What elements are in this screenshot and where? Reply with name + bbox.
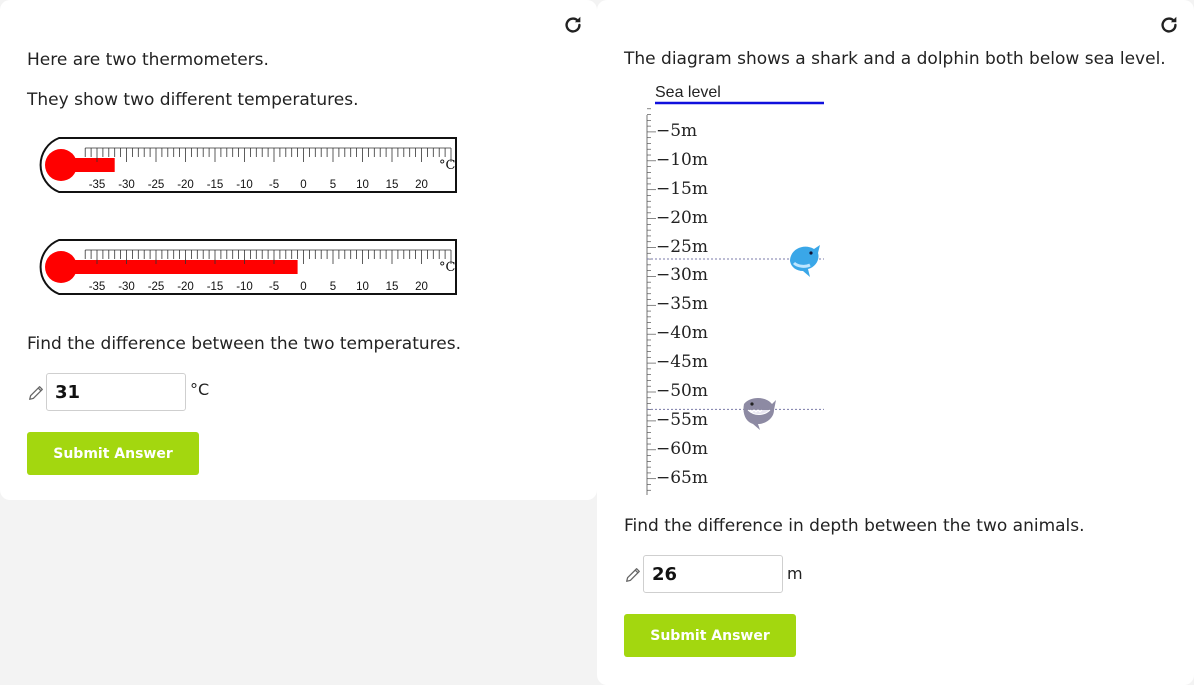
thermometer-scale-label: -5 bbox=[268, 281, 280, 293]
thermometer-scale-label: -10 bbox=[236, 179, 253, 191]
depth-label: −25m bbox=[656, 236, 708, 257]
refresh-icon[interactable] bbox=[1158, 14, 1180, 36]
answer-input[interactable] bbox=[643, 555, 783, 593]
thermometer-1 bbox=[26, 136, 458, 202]
thermometer-scale-label: -25 bbox=[147, 281, 165, 293]
intro-text-2: They show two different temperatures. bbox=[27, 90, 359, 110]
depth-label: −40m bbox=[656, 323, 708, 344]
question-text: Find the difference between the two temperatures. bbox=[27, 334, 461, 354]
pencil-icon bbox=[624, 566, 642, 584]
thermometer-scale-label: -15 bbox=[206, 281, 224, 293]
thermometer-scale-label: -30 bbox=[118, 179, 135, 191]
depth-label: −20m bbox=[656, 207, 708, 228]
thermometer-scale-label: -30 bbox=[118, 281, 135, 293]
depth-label: −15m bbox=[656, 178, 708, 199]
depth-label: −35m bbox=[656, 294, 708, 315]
depth-label: −55m bbox=[656, 409, 708, 430]
question-text: Find the difference in depth between the two animals. bbox=[624, 516, 1085, 536]
depth-label: −10m bbox=[656, 149, 708, 170]
thermometer-scale-label: -10 bbox=[236, 281, 253, 293]
answer-unit: m bbox=[787, 564, 803, 583]
thermometer-scale-label: 10 bbox=[356, 179, 369, 191]
thermometer-mercury bbox=[72, 158, 115, 172]
answer-unit: °C bbox=[190, 380, 210, 399]
depth-diagram bbox=[641, 80, 841, 495]
thermometer-scale-label: -25 bbox=[147, 179, 165, 191]
thermometer-mercury bbox=[72, 260, 298, 274]
thermometer-scale-label: 20 bbox=[415, 281, 428, 293]
thermometer-scale-label: -20 bbox=[177, 179, 194, 191]
thermometer-scale-label: 15 bbox=[385, 281, 399, 293]
thermometer-unit-label: °C bbox=[439, 260, 456, 275]
thermometer-unit-label: °C bbox=[439, 158, 456, 173]
thermometer-scale-label: 15 bbox=[385, 179, 399, 191]
thermometer-scale-label: -5 bbox=[268, 179, 280, 191]
thermometer-scale-label: -15 bbox=[206, 179, 224, 191]
intro-text: Here are two thermometers. bbox=[27, 50, 269, 70]
thermometer-scale-label: 5 bbox=[329, 281, 337, 293]
thermometer-2 bbox=[26, 238, 458, 304]
depth-label: −60m bbox=[656, 438, 708, 459]
depth-label: −50m bbox=[656, 381, 708, 401]
thermometer-scale-label: -20 bbox=[177, 281, 194, 293]
dolphin-icon bbox=[786, 241, 822, 279]
thermometer-scale-label: 5 bbox=[329, 179, 337, 191]
depth-label: −30m bbox=[656, 265, 708, 286]
intro-text: The diagram shows a shark and a dolphin both below sea level. bbox=[624, 49, 1166, 69]
depth-label: −5m bbox=[656, 120, 698, 141]
thermometer-scale-label: 0 bbox=[300, 179, 307, 191]
sea-level-label: Sea level bbox=[655, 84, 721, 101]
submit-answer-button[interactable]: Submit Answer bbox=[27, 432, 199, 475]
question-card-thermometers bbox=[0, 0, 597, 500]
depth-label: −65m bbox=[656, 467, 708, 488]
thermometer-scale-label: 20 bbox=[415, 179, 428, 191]
pencil-icon bbox=[27, 384, 45, 402]
refresh-icon[interactable] bbox=[562, 14, 584, 36]
thermometer-scale-label: -35 bbox=[88, 179, 106, 191]
thermometer-scale-label: 10 bbox=[356, 281, 369, 293]
shark-icon bbox=[738, 392, 778, 432]
thermometer-scale-label: 0 bbox=[300, 281, 307, 293]
depth-label: −45m bbox=[656, 352, 708, 373]
submit-answer-button[interactable]: Submit Answer bbox=[624, 614, 796, 657]
answer-input[interactable] bbox=[46, 373, 186, 411]
thermometer-scale-label: -35 bbox=[88, 281, 106, 293]
